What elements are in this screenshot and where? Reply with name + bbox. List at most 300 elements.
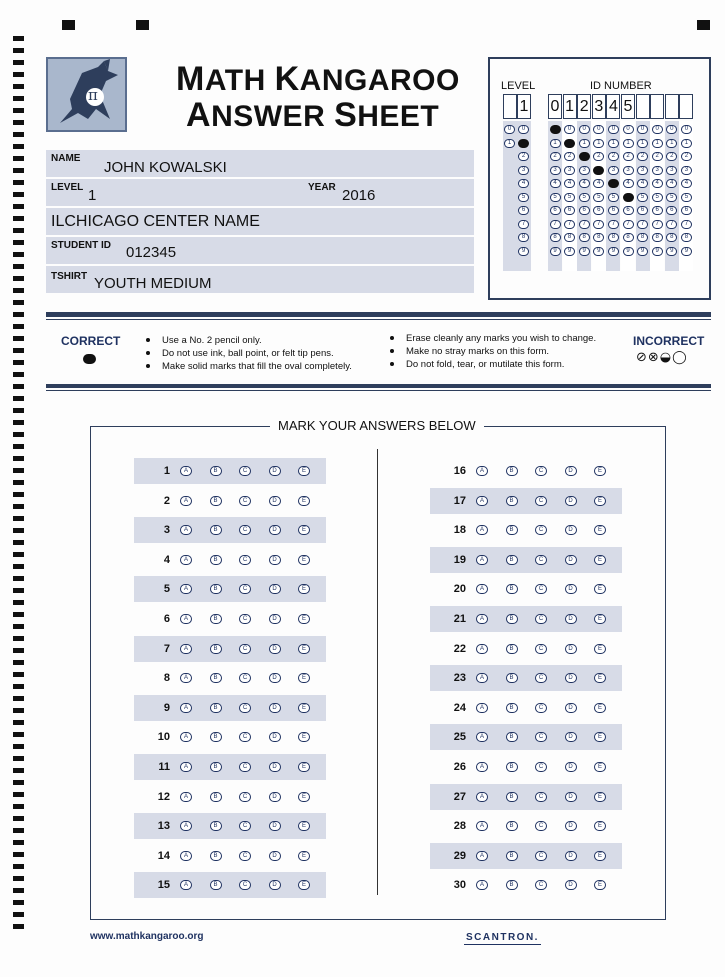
answer-bubble[interactable]: E: [594, 792, 606, 802]
answer-bubble[interactable]: D: [269, 732, 281, 742]
answer-bubble[interactable]: D: [269, 673, 281, 683]
answer-bubble[interactable]: C: [239, 496, 251, 506]
answer-bubble[interactable]: D: [269, 880, 281, 890]
answer-bubble[interactable]: C: [535, 555, 547, 565]
answer-bubble[interactable]: B: [210, 466, 222, 476]
id-bubble: 1: [593, 139, 604, 148]
id-bubble: 8: [623, 233, 634, 242]
answer-row: [430, 665, 622, 691]
id-bubble: 8: [579, 233, 590, 242]
answer-bubble[interactable]: D: [565, 584, 577, 594]
question-number: 12: [157, 790, 170, 803]
answer-bubble[interactable]: C: [535, 584, 547, 594]
id-write-cell: [650, 94, 664, 119]
timing-mark: [13, 456, 24, 461]
student-id-row: [46, 237, 474, 264]
answer-bubble[interactable]: B: [210, 880, 222, 890]
answer-bubble[interactable]: D: [565, 792, 577, 802]
answer-bubble[interactable]: D: [565, 466, 577, 476]
year-label: YEAR: [308, 182, 336, 193]
id-bubble: 2: [666, 152, 677, 161]
answer-row: [134, 813, 326, 839]
id-bubble: 9: [623, 247, 634, 256]
timing-mark: [13, 744, 24, 749]
answer-bubble[interactable]: C: [535, 466, 547, 476]
timing-mark: [13, 756, 24, 761]
answer-bubble[interactable]: D: [269, 525, 281, 535]
answer-bubble[interactable]: E: [594, 644, 606, 654]
answer-bubble[interactable]: A: [476, 880, 488, 890]
id-bubble: 5: [564, 193, 575, 202]
id-bubble: 4: [623, 179, 634, 188]
answer-bubble[interactable]: E: [298, 851, 310, 861]
question-number: 29: [453, 849, 466, 862]
id-bubble: 2: [637, 152, 648, 161]
answer-row: [430, 488, 622, 514]
answer-bubble[interactable]: C: [535, 762, 547, 772]
answer-row: [134, 458, 326, 484]
answer-bubble[interactable]: E: [594, 614, 606, 624]
question-number: 3: [163, 524, 170, 537]
answer-bubble[interactable]: E: [594, 732, 606, 742]
question-number: 28: [453, 820, 466, 833]
corner-mark-left: [62, 20, 75, 30]
id-bubble: 2: [564, 152, 575, 161]
answer-bubble[interactable]: D: [565, 821, 577, 831]
kangaroo-icon: [48, 59, 125, 130]
answer-bubble[interactable]: E: [594, 851, 606, 861]
answer-bubble[interactable]: B: [210, 762, 222, 772]
answer-bubble[interactable]: D: [565, 644, 577, 654]
answer-row: [430, 872, 622, 898]
timing-mark: [13, 588, 24, 593]
answer-bubble[interactable]: A: [476, 703, 488, 713]
question-number: 11: [158, 761, 170, 773]
timing-mark: [13, 696, 24, 701]
answer-row: [134, 872, 326, 898]
answer-bubble[interactable]: C: [239, 644, 251, 654]
id-write-cell: 0: [548, 94, 562, 119]
answer-bubble[interactable]: C: [239, 792, 251, 802]
id-bubble: 3: [608, 166, 619, 175]
answer-bubble[interactable]: E: [594, 525, 606, 535]
answer-bubble[interactable]: D: [565, 762, 577, 772]
id-bubble: 8: [608, 233, 619, 242]
answer-bubble[interactable]: E: [298, 732, 310, 742]
id-bubble: 9: [681, 247, 692, 256]
id-bubble: 5: [579, 193, 590, 202]
answer-bubble[interactable]: A: [476, 644, 488, 654]
answer-bubble[interactable]: A: [180, 880, 192, 890]
answer-bubble[interactable]: B: [210, 584, 222, 594]
id-bubble-filled: 2: [579, 152, 590, 161]
answer-bubble[interactable]: E: [594, 821, 606, 831]
level-bubble: 9: [518, 247, 529, 256]
answer-bubble[interactable]: E: [594, 762, 606, 772]
answer-bubble[interactable]: B: [210, 644, 222, 654]
answer-row: [134, 576, 326, 602]
answer-bubble[interactable]: C: [239, 703, 251, 713]
answer-bubble[interactable]: E: [298, 673, 310, 683]
name-row: [46, 150, 474, 177]
id-bubble: 0: [623, 125, 634, 134]
answer-bubble[interactable]: A: [180, 555, 192, 565]
id-bubble: 6: [564, 206, 575, 215]
id-bubble: 4: [550, 179, 561, 188]
timing-marks: [13, 36, 25, 936]
answer-bubble[interactable]: C: [535, 525, 547, 535]
answer-bubble[interactable]: A: [180, 821, 192, 831]
id-bubble: 7: [681, 220, 692, 229]
answer-bubble[interactable]: A: [180, 466, 192, 476]
answer-bubble[interactable]: E: [298, 792, 310, 802]
answer-bubble[interactable]: A: [476, 821, 488, 831]
answer-bubble[interactable]: C: [239, 732, 251, 742]
id-bubble: 2: [652, 152, 663, 161]
id-bubble: 1: [681, 139, 692, 148]
id-write-cell: 3: [592, 94, 606, 119]
name-label: NAME: [51, 153, 81, 164]
answer-bubble[interactable]: A: [476, 555, 488, 565]
timing-mark: [13, 924, 24, 929]
id-bubble: 4: [579, 179, 590, 188]
center-value: ILCHICAGO CENTER NAME: [51, 213, 260, 230]
answer-bubble[interactable]: B: [506, 466, 518, 476]
answer-bubble[interactable]: E: [298, 880, 310, 890]
question-number: 4: [163, 553, 170, 566]
timing-mark: [13, 48, 24, 53]
id-bubble: 8: [550, 233, 561, 242]
answer-bubble[interactable]: A: [476, 851, 488, 861]
answer-bubble[interactable]: A: [180, 732, 192, 742]
id-bubble: 6: [623, 206, 634, 215]
timing-mark: [13, 120, 24, 125]
answer-bubble[interactable]: B: [210, 732, 222, 742]
level-bubble: 5: [518, 193, 529, 202]
answer-row: [134, 606, 326, 632]
answer-bubble[interactable]: B: [210, 703, 222, 713]
answer-bubble[interactable]: A: [180, 525, 192, 535]
answer-bubble[interactable]: B: [506, 555, 518, 565]
timing-mark: [13, 912, 24, 917]
answer-bubble[interactable]: A: [180, 673, 192, 683]
id-bubble: 9: [564, 247, 575, 256]
answer-bubble[interactable]: D: [269, 851, 281, 861]
id-write-cell: 1: [563, 94, 577, 119]
id-bubble-filled: 3: [593, 166, 604, 175]
answer-bubble[interactable]: A: [476, 525, 488, 535]
answer-bubble[interactable]: D: [269, 466, 281, 476]
answer-bubble[interactable]: E: [594, 673, 606, 683]
answer-bubble[interactable]: A: [180, 792, 192, 802]
answer-row: [430, 458, 622, 484]
answer-bubble[interactable]: C: [535, 496, 547, 506]
id-bubble: 7: [593, 220, 604, 229]
footer-url[interactable]: www.mathkangaroo.org: [90, 931, 204, 942]
answer-bubble[interactable]: D: [565, 614, 577, 624]
timing-mark: [13, 816, 24, 821]
answer-bubble[interactable]: B: [210, 496, 222, 506]
answer-bubble[interactable]: B: [506, 732, 518, 742]
answer-bubble[interactable]: D: [565, 555, 577, 565]
id-bubble: 8: [681, 233, 692, 242]
id-bubble: 8: [637, 233, 648, 242]
timing-mark: [13, 324, 24, 329]
answer-bubble[interactable]: E: [298, 821, 310, 831]
answer-bubble[interactable]: A: [180, 584, 192, 594]
timing-mark: [13, 540, 24, 545]
timing-mark: [13, 804, 24, 809]
id-bubble: 3: [666, 166, 677, 175]
answer-bubble[interactable]: A: [180, 762, 192, 772]
level-header: LEVEL: [501, 80, 536, 92]
instruction-bottom-rule: [46, 384, 711, 388]
id-bubble: 6: [652, 206, 663, 215]
answer-bubble[interactable]: C: [535, 851, 547, 861]
id-write-cell: [665, 94, 679, 119]
instruction-item: Make no stray marks on this form.: [390, 345, 596, 358]
answer-bubble[interactable]: E: [594, 555, 606, 565]
answer-bubble[interactable]: B: [506, 614, 518, 624]
instruction-item: Use a No. 2 pencil only.: [146, 334, 352, 347]
answer-bubble[interactable]: E: [298, 762, 310, 772]
id-bubble: 6: [550, 206, 561, 215]
answer-bubble[interactable]: C: [535, 644, 547, 654]
timing-mark: [13, 684, 24, 689]
answer-bubble[interactable]: B: [506, 851, 518, 861]
answer-bubble[interactable]: B: [506, 525, 518, 535]
answer-bubble[interactable]: C: [535, 732, 547, 742]
answer-bubble[interactable]: D: [565, 732, 577, 742]
timing-mark: [13, 468, 24, 473]
id-bubble-filled: 4: [608, 179, 619, 188]
answer-bubble[interactable]: E: [298, 584, 310, 594]
timing-mark: [13, 840, 24, 845]
timing-mark: [13, 216, 24, 221]
level-write-cell: 1: [517, 94, 531, 119]
answer-bubble[interactable]: E: [298, 644, 310, 654]
answer-bubble[interactable]: C: [535, 703, 547, 713]
question-number: 27: [453, 790, 466, 803]
answer-bubble[interactable]: C: [535, 792, 547, 802]
answer-bubble[interactable]: B: [506, 821, 518, 831]
kangaroo-logo: [46, 57, 127, 132]
answer-bubble[interactable]: A: [180, 496, 192, 506]
answer-bubble[interactable]: C: [239, 525, 251, 535]
id-bubble: 4: [637, 179, 648, 188]
timing-mark: [13, 576, 24, 581]
answer-bubble[interactable]: E: [594, 466, 606, 476]
answer-bubble[interactable]: A: [476, 792, 488, 802]
correct-label: CORRECT: [61, 334, 121, 348]
answer-bubble[interactable]: C: [239, 821, 251, 831]
answer-bubble[interactable]: B: [506, 792, 518, 802]
question-number: 20: [453, 583, 466, 596]
timing-mark: [13, 888, 24, 893]
id-bubble: 1: [666, 139, 677, 148]
answer-bubble[interactable]: B: [210, 673, 222, 683]
answer-bubble[interactable]: D: [269, 496, 281, 506]
id-bubble: 6: [666, 206, 677, 215]
timing-mark: [13, 732, 24, 737]
question-number: 9: [163, 701, 170, 714]
answer-bubble[interactable]: B: [210, 525, 222, 535]
id-bubble: 9: [652, 247, 663, 256]
answer-bubble[interactable]: A: [180, 703, 192, 713]
answer-row: [430, 695, 622, 721]
answer-bubble[interactable]: A: [180, 644, 192, 654]
timing-mark: [13, 36, 24, 41]
name-value: JOHN KOWALSKI: [104, 159, 227, 176]
answer-bubble[interactable]: D: [269, 703, 281, 713]
answer-bubble[interactable]: B: [210, 614, 222, 624]
answer-bubble[interactable]: B: [506, 584, 518, 594]
question-number: 14: [157, 849, 170, 862]
answer-bubble[interactable]: D: [565, 496, 577, 506]
answer-bubble[interactable]: B: [506, 703, 518, 713]
answer-bubble[interactable]: E: [298, 614, 310, 624]
answer-bubble[interactable]: E: [594, 703, 606, 713]
answer-bubble[interactable]: B: [506, 762, 518, 772]
level-bubble: 0: [518, 125, 529, 134]
id-bubble: 5: [608, 193, 619, 202]
timing-mark: [13, 900, 24, 905]
level-bubble: 8: [518, 233, 529, 242]
answer-bubble[interactable]: D: [565, 673, 577, 683]
answer-bubble[interactable]: C: [535, 821, 547, 831]
answer-bubble[interactable]: D: [269, 792, 281, 802]
answer-row: [134, 843, 326, 869]
answer-row: [430, 606, 622, 632]
answer-bubble[interactable]: D: [269, 644, 281, 654]
answer-bubble[interactable]: C: [239, 466, 251, 476]
answer-bubble[interactable]: C: [239, 673, 251, 683]
answer-row: [134, 754, 326, 780]
answer-bubble[interactable]: A: [180, 614, 192, 624]
answer-row: [430, 547, 622, 573]
answer-bubble[interactable]: A: [476, 762, 488, 772]
id-bubble: 8: [652, 233, 663, 242]
id-write-cell: 4: [606, 94, 620, 119]
timing-mark: [13, 708, 24, 713]
id-bubble: 3: [579, 166, 590, 175]
answer-bubble[interactable]: B: [210, 851, 222, 861]
answer-bubble[interactable]: E: [298, 703, 310, 713]
answer-bubble[interactable]: C: [239, 584, 251, 594]
question-number: 19: [453, 553, 466, 566]
timing-mark: [13, 276, 24, 281]
id-bubble: 6: [681, 206, 692, 215]
id-bubble: 6: [608, 206, 619, 215]
answer-bubble[interactable]: E: [298, 496, 310, 506]
answer-bubble[interactable]: E: [594, 496, 606, 506]
answer-bubble[interactable]: D: [565, 880, 577, 890]
id-bubble: 0: [579, 125, 590, 134]
answer-row: [430, 813, 622, 839]
answer-bubble[interactable]: D: [269, 614, 281, 624]
answer-bubble[interactable]: D: [269, 584, 281, 594]
question-number: 7: [163, 642, 170, 655]
answer-bubble[interactable]: D: [269, 762, 281, 772]
answer-bubble[interactable]: A: [180, 851, 192, 861]
answer-bubble[interactable]: E: [298, 555, 310, 565]
answer-bubble[interactable]: E: [594, 880, 606, 890]
timing-mark: [13, 876, 24, 881]
timing-mark: [13, 180, 24, 185]
answer-bubble[interactable]: B: [210, 792, 222, 802]
answer-bubble[interactable]: C: [239, 880, 251, 890]
id-bubble: 4: [593, 179, 604, 188]
id-bubble: 5: [593, 193, 604, 202]
id-bubble: 1: [623, 139, 634, 148]
answer-bubble[interactable]: A: [476, 584, 488, 594]
answer-bubble[interactable]: D: [565, 703, 577, 713]
id-bubble: 7: [623, 220, 634, 229]
answer-bubble[interactable]: A: [476, 673, 488, 683]
answer-row: [134, 547, 326, 573]
answer-bubble[interactable]: D: [565, 525, 577, 535]
answer-bubble[interactable]: B: [210, 821, 222, 831]
page-title: [176, 62, 460, 134]
timing-mark: [13, 312, 24, 317]
answer-bubble[interactable]: C: [239, 851, 251, 861]
answer-bubble[interactable]: D: [269, 555, 281, 565]
level-bubble: 3: [518, 166, 529, 175]
answer-bubble[interactable]: A: [476, 732, 488, 742]
answer-bubble[interactable]: E: [594, 584, 606, 594]
question-number: 16: [453, 465, 466, 477]
answer-row: [430, 724, 622, 750]
answer-bubble[interactable]: C: [535, 880, 547, 890]
answer-row: [430, 576, 622, 602]
id-bubble: 0: [564, 125, 575, 134]
timing-mark: [13, 852, 24, 857]
id-bubble: 2: [623, 152, 634, 161]
answer-bubble[interactable]: C: [239, 555, 251, 565]
timing-mark: [13, 156, 24, 161]
timing-mark: [13, 60, 24, 65]
answer-bubble[interactable]: C: [535, 673, 547, 683]
id-bubble-filled: 5: [623, 193, 634, 202]
answer-bubble[interactable]: C: [239, 614, 251, 624]
answer-bubble[interactable]: B: [506, 673, 518, 683]
question-number: 22: [453, 642, 466, 655]
answer-bubble[interactable]: D: [565, 851, 577, 861]
id-bubble: 1: [550, 139, 561, 148]
id-bubble: 5: [550, 193, 561, 202]
id-bubble: 2: [681, 152, 692, 161]
answer-bubble[interactable]: E: [298, 525, 310, 535]
question-number: 25: [453, 731, 466, 744]
question-number: 17: [453, 494, 466, 507]
answer-bubble[interactable]: C: [239, 762, 251, 772]
timing-mark: [13, 768, 24, 773]
answer-bubble[interactable]: A: [476, 614, 488, 624]
answer-bubble[interactable]: B: [506, 644, 518, 654]
answer-bubble[interactable]: B: [210, 555, 222, 565]
answer-bubble[interactable]: B: [506, 880, 518, 890]
year-value: 2016: [342, 187, 376, 204]
id-write-cell: [636, 94, 650, 119]
answer-bubble[interactable]: A: [476, 496, 488, 506]
question-number: 30: [453, 879, 466, 892]
answer-bubble[interactable]: C: [535, 614, 547, 624]
answer-bubble[interactable]: A: [476, 466, 488, 476]
answer-bubble[interactable]: E: [298, 466, 310, 476]
answer-bubble[interactable]: D: [269, 821, 281, 831]
answer-bubble[interactable]: B: [506, 496, 518, 506]
timing-mark: [13, 348, 24, 353]
